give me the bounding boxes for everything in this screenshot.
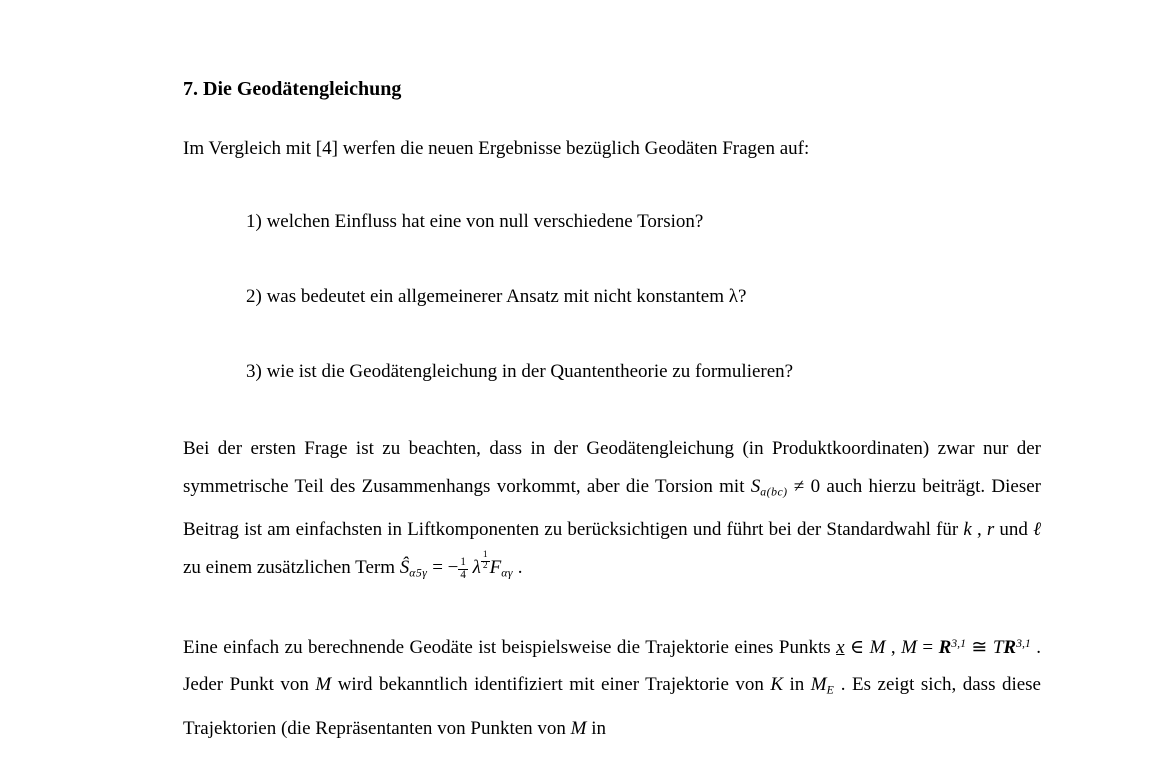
stacked-fraction: $\frac{1}{2}$ (482, 550, 488, 572)
section-heading: 7. Die Geodätengleichung (183, 78, 402, 100)
math-fragment: Ŝ (399, 557, 410, 579)
math-fragment: λ (472, 557, 481, 579)
math-fragment: K (770, 674, 784, 696)
math-fragment: M (810, 674, 827, 696)
math-fragment: R (1003, 636, 1017, 658)
math-fragment: M (570, 717, 587, 739)
paragraph-geodesic: Eine einfach zu berechnende Geodäte ist beispielsweise die Trajektorie eines Punkts x ∈ M , M = R$^{3,1}$ ≅ TR$^{3,1}$ . Jeder Punkt von M wird bekanntlich identifiziert mit einer Trajektorie von K in ME . Es zeigt sich, dass diese Trajektorien (die Repräsentanten von Punkten von M in (183, 636, 1042, 739)
math-fragment: R (938, 636, 952, 658)
math-fragment: S (750, 476, 761, 497)
math-fragment: M (901, 636, 917, 658)
math-fragment: 3,1 (951, 636, 966, 650)
question-item-1: 1) welchen Einfluss hat eine von null verschiedene Torsion? (246, 211, 704, 232)
math-fragment: E (826, 683, 835, 697)
math-fragment: a(bc) (760, 485, 788, 499)
math-fragment: k (963, 519, 972, 541)
math-fragment: M (315, 674, 332, 696)
math-fragment: x (836, 636, 845, 658)
math-fragment: α5γ (409, 566, 428, 580)
math-fragment: r (986, 519, 995, 541)
math-fragment: ℓ (1033, 519, 1042, 541)
stacked-fraction: $\frac{1}{4}$ (460, 556, 466, 581)
question-item-3: 3) wie ist die Geodätengleichung in der Quantentheorie zu formulieren? (246, 361, 794, 382)
page-content (183, 0, 1041, 748)
math-fragment: T (992, 636, 1004, 658)
math-fragment: αγ (501, 566, 514, 580)
intro-paragraph: Im Vergleich mit [4] werfen die neuen Ergebnisse bezüglich Geodäten Fragen auf: (183, 138, 810, 159)
question-list (183, 203, 1041, 391)
question-item-2: 2) was bedeutet ein allgemeinerer Ansatz mit nicht konstantem λ? (246, 286, 747, 307)
math-fragment: M (869, 636, 886, 658)
math-fragment: F (489, 557, 502, 579)
paragraph-torsion: Bei der ersten Frage ist zu beachten, dass in der Geodätengleichung (in Produktkoordinaten) zwar nur der symmetrische Teil des Zusammenhangs vorkommt, aber die Torsion mit Sa(bc) ≠ 0 auch hierzu beiträgt. Dieser Beitrag ist am einfachsten in Liftkomponenten zu berücksichtigen und führt bei der Standardwahl für k , r und ℓ zu einem zusätzlichen Term Ŝα5γ = − $\frac{1}{4}$ λ $\frac{1}{2}$ Fαγ . (183, 438, 1042, 581)
math-fragment: 3,1 (1016, 636, 1031, 650)
